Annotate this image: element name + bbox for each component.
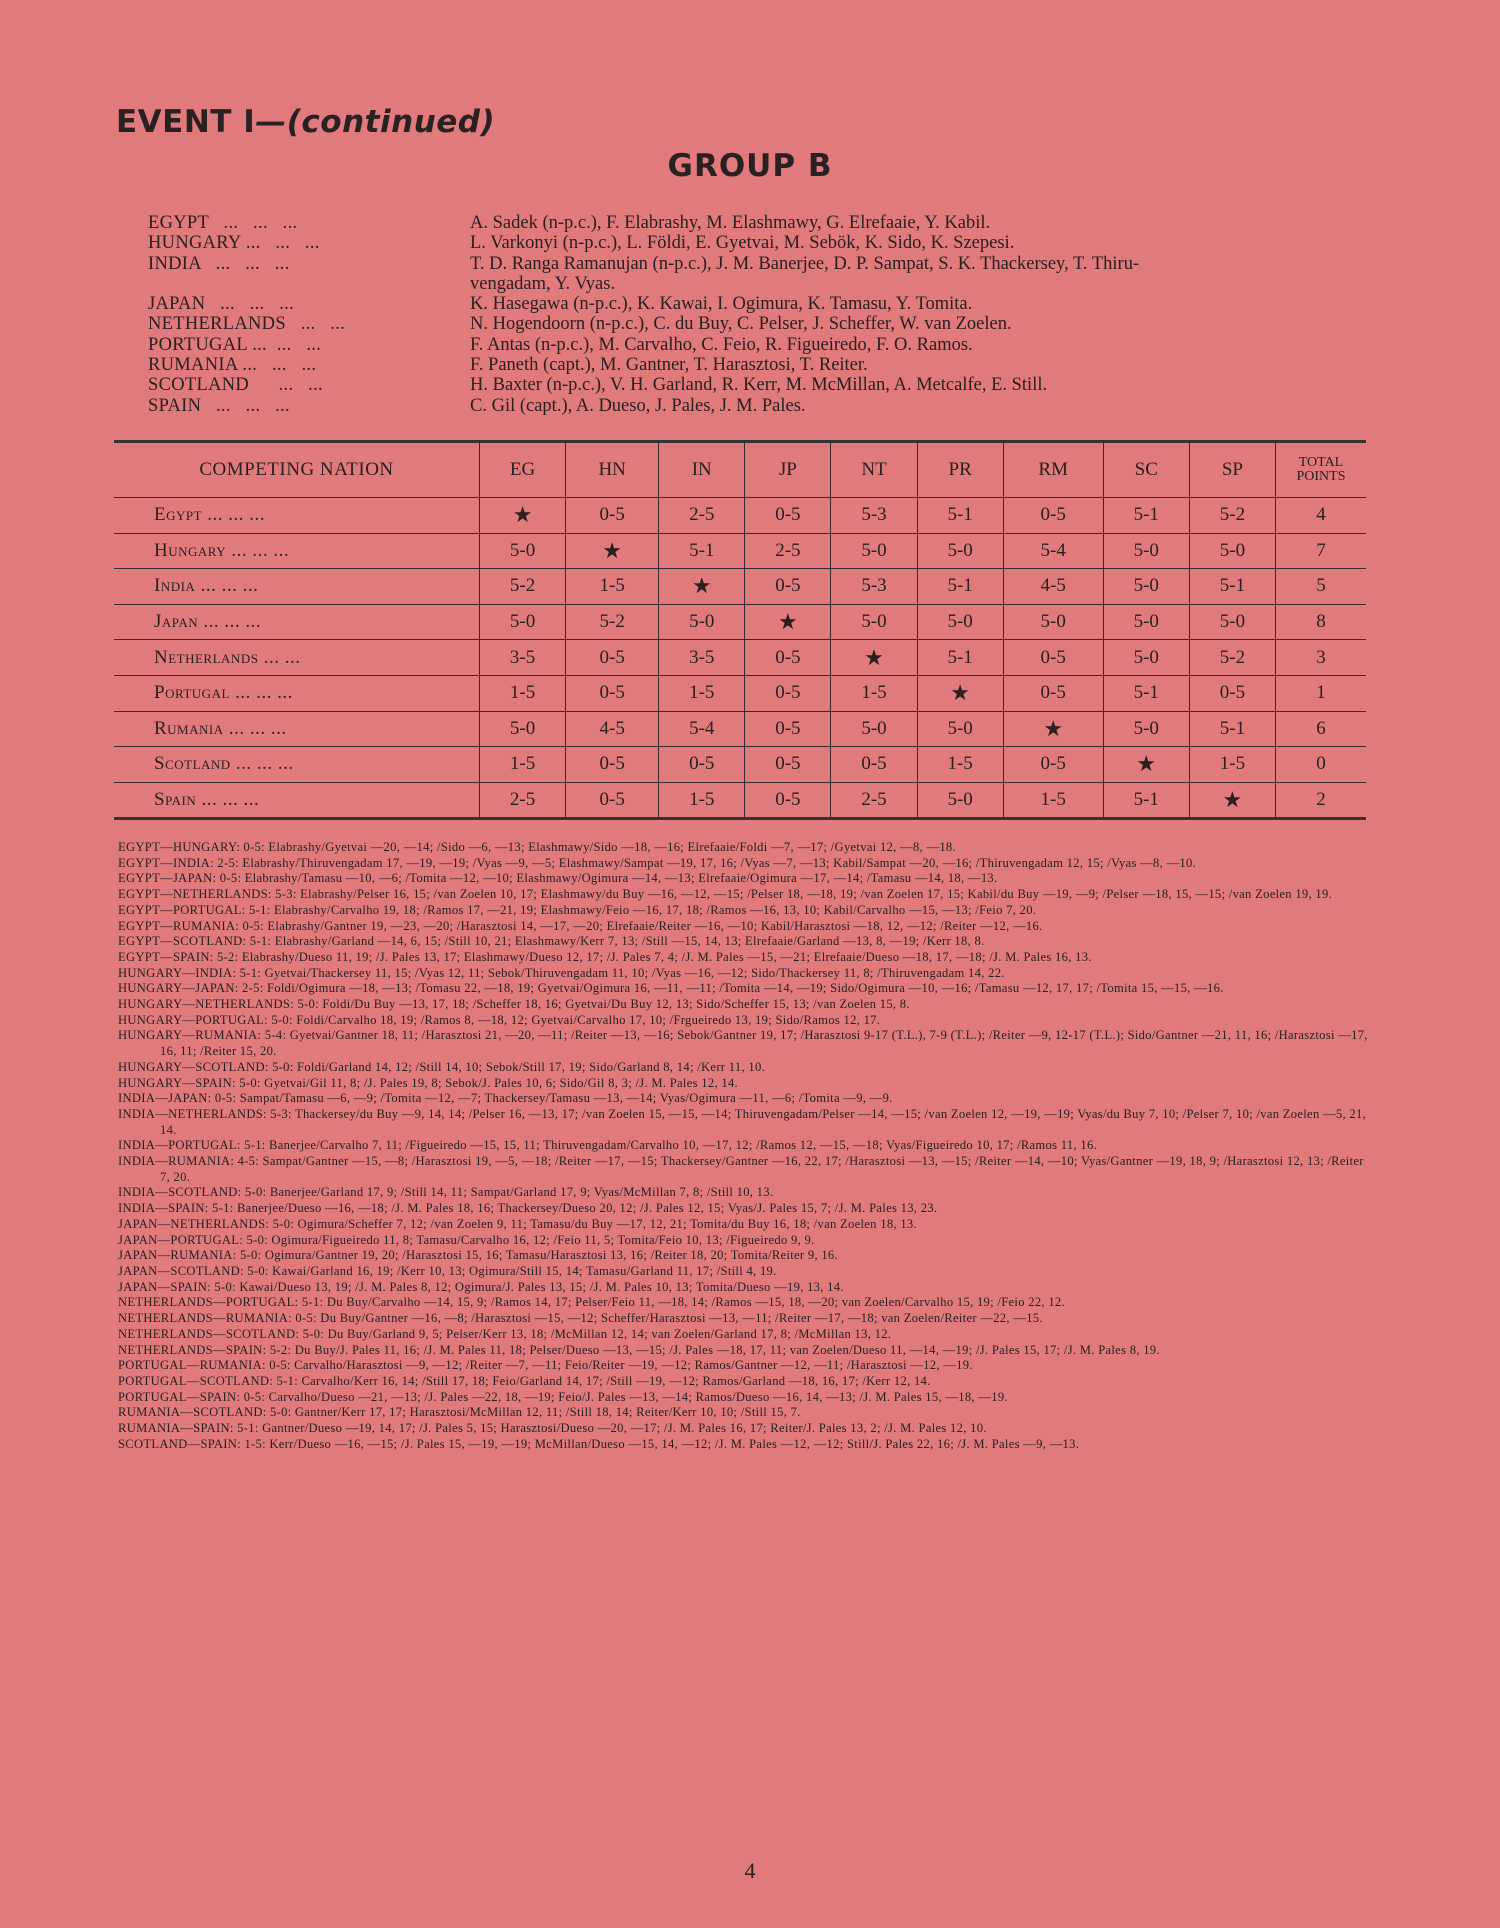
team-name: SCOTLAND ... ... <box>148 375 323 396</box>
score-cell: 5-0 <box>917 711 1003 747</box>
score-cell: 3-5 <box>480 640 566 676</box>
score-cell: 5-0 <box>1003 604 1103 640</box>
results-table <box>114 440 1366 820</box>
score-cell: 0-5 <box>745 782 831 819</box>
total-points-cell: 5 <box>1276 569 1367 605</box>
match-result: JAPAN—PORTUGAL: 5-0: Ogimura/Figueiredo 11, 8; Tamasu/Carvalho 16, 12; /Feio 11, 5; Tomita/Feio 10, 13; /Figueiredo 9, 9. <box>118 1232 815 1247</box>
score-cell: 0-5 <box>745 498 831 534</box>
team-list <box>148 213 1368 416</box>
match-result: PORTUGAL—SCOTLAND: 5-1: Carvalho/Kerr 16, 14; /Still 17, 18; Feio/Garland 14, 17; /Still —19, —12; Ramos/Garland —18, 16, 17; /Kerr 12, 14. <box>118 1373 931 1388</box>
team-players: L. Varkonyi (n-p.c.), L. Földi, E. Gyetvai, M. Sebök, K. Sido, K. Szepesi. <box>470 233 1015 254</box>
score-cell: 5-0 <box>1189 533 1275 569</box>
score-cell: 5-0 <box>480 533 566 569</box>
team-players: N. Hogendoorn (n-p.c.), C. du Buy, C. Pelser, J. Scheffer, W. van Zoelen. <box>470 314 1012 335</box>
score-cell: 2-5 <box>480 782 566 819</box>
team-players: H. Baxter (n-p.c.), V. H. Garland, R. Kerr, M. McMillan, A. Metcalfe, E. Still. <box>470 375 1048 396</box>
team-row <box>148 375 1368 395</box>
score-cell: 5-0 <box>1103 604 1189 640</box>
nation-name: India ... ... ... <box>114 569 480 605</box>
score-cell: 2-5 <box>659 498 745 534</box>
score-cell: 1-5 <box>659 782 745 819</box>
match-result: HUNGARY—SPAIN: 5-0: Gyetvai/Gil 11, 8; /J. Pales 19, 8; Sebok/J. Pales 10, 6; Sido/Gil 8, 3; /J. M. Pales 12, 14. <box>118 1075 738 1090</box>
self-match-star: ★ <box>1003 711 1103 747</box>
score-cell: 3-5 <box>659 640 745 676</box>
match-result: SCOTLAND—SPAIN: 1-5: Kerr/Dueso —16, —15; /J. Pales 15, —19, —19; McMillan/Dueso —15, 14, —12; /J. M. Pales —12, —12; Still/J. Pales 22, 16; /J. M. Pales —9, —13. <box>118 1436 1080 1451</box>
score-cell: 5-2 <box>566 604 659 640</box>
score-cell: 0-5 <box>1189 675 1275 711</box>
match-result: EGYPT—SPAIN: 5-2: Elabrashy/Dueso 11, 19; /J. Pales 13, 17; Elashmawy/Dueso 12, 17; /J. Pales 7, 4; /J. M. Pales —15, —21; Elrefaaie/Dueso —18, 17, —18; /J. M. Pales 16, 13. <box>118 949 1092 964</box>
match-result: NETHERLANDS—SCOTLAND: 5-0: Du Buy/Garland 9, 5; Pelser/Kerr 13, 18; /McMillan 12, 14; van Zoelen/Garland 17, 8; /McMillan 13, 12. <box>118 1326 892 1341</box>
group-title: GROUP B <box>667 148 833 184</box>
total-points-cell: 3 <box>1276 640 1367 676</box>
score-cell: 0-5 <box>831 747 917 783</box>
team-name: EGYPT ... ... ... <box>148 213 298 233</box>
table-row <box>114 711 1366 747</box>
match-result: HUNGARY—RUMANIA: 5-4: Gyetvai/Gantner 18, 11; /Harasztosi 21, —20, —11; /Reiter —13, —16; Sebok/Gantner 19, 17; /Harasztosi 9-17 (T.L.), 7-9 (T.L.); /Reiter —9, 12-17 (T.L.); Sido/Gantner —21, 11, 16; /Harasztosi —17, 16, 11; /Reiter 15, 20. <box>118 1028 1368 1059</box>
score-cell: 5-1 <box>1189 711 1275 747</box>
match-result: EGYPT—INDIA: 2-5: Elabrashy/Thiruvengadam 17, —19, —19; /Vyas —9, —5; Elashmawy/Sampat —19, 17, 16; /Vyas —7, —13; Kabil/Sampat —20, —16; /Thiruvengadam 12, 15; /Vyas —8, —10. <box>118 855 1197 870</box>
score-cell: 0-5 <box>566 747 659 783</box>
match-result: JAPAN—RUMANIA: 5-0: Ogimura/Gantner 19, 20; /Harasztosi 15, 16; Tamasu/Harasztosi 13, 16; /Reiter 18, 20; Tomita/Reiter 9, 16. <box>118 1248 838 1263</box>
match-result: PORTUGAL—SPAIN: 0-5: Carvalho/Dueso —21, —13; /J. Pales —22, 18, —19; Feio/J. Pales —13, —14; Ramos/Dueso —16, 14, —13; /J. M. Pales 15, —18, —19. <box>118 1389 1008 1404</box>
score-cell: 5-0 <box>480 604 566 640</box>
score-cell: 5-0 <box>1103 533 1189 569</box>
table-row <box>114 569 1366 605</box>
match-result: HUNGARY—NETHERLANDS: 5-0: Foldi/Du Buy —13, 17, 18; /Scheffer 18, 16; Gyetvai/Du Buy 12, 13; Sido/Scheffer 15, 13; /van Zoelen 15, 8. <box>118 997 910 1012</box>
match-result: NETHERLANDS—RUMANIA: 0-5: Du Buy/Gantner —16, —8; /Harasztosi —15, —12; Scheffer/Harasztosi —13, —11; /Reiter —17, —18; van Zoelen/Reiter —22, —15. <box>118 1311 1043 1326</box>
match-result: INDIA—JAPAN: 0-5: Sampat/Tamasu —6, —9; /Tomita —12, —7; Thackersey/Tamasu —13, —14; Vyas/Ogimura —11, —6; /Tomita —9, —9. <box>118 1091 893 1106</box>
self-match-star: ★ <box>480 498 566 534</box>
team-name: PORTUGAL ... ... ... <box>148 334 322 355</box>
score-cell: 1-5 <box>480 747 566 783</box>
team-row <box>148 294 1368 314</box>
match-result: INDIA—SPAIN: 5-1: Banerjee/Dueso —16, —18; /J. M. Pales 18, 16; Thackersey/Dueso 20, 12; /J. Pales 12, 15; Vyas/J. Pales 15, 7; /J. M. Pales 13, 23. <box>118 1201 938 1216</box>
team-players: T. D. Ranga Ramanujan (n-p.c.), J. M. Banerjee, D. P. Sampat, S. K. Thackersey, T. Thiru- <box>470 253 1140 274</box>
score-cell: 1-5 <box>566 569 659 605</box>
team-players: F. Paneth (capt.), M. Gantner, T. Harasztosi, T. Reiter. <box>470 355 868 376</box>
nation-name: Netherlands ... ... <box>114 640 480 676</box>
total-points-cell: 6 <box>1276 711 1367 747</box>
score-cell: 1-5 <box>1003 782 1103 819</box>
column-header: HN <box>566 442 659 498</box>
event-title-main: EVENT I <box>116 104 256 140</box>
score-cell: 1-5 <box>831 675 917 711</box>
page-number: 4 <box>744 1858 756 1883</box>
total-points-cell: 2 <box>1276 782 1367 819</box>
total-points-cell: 0 <box>1276 747 1367 783</box>
score-cell: 0-5 <box>566 782 659 819</box>
column-header: PR <box>917 442 1003 498</box>
team-name: JAPAN ... ... ... <box>148 294 295 315</box>
match-result: HUNGARY—SCOTLAND: 5-0: Foldi/Garland 14, 12; /Still 14, 10; Sebok/Still 17, 19; Sido/Garland 8, 14; /Kerr 11, 10. <box>118 1059 766 1074</box>
score-cell: 5-0 <box>831 533 917 569</box>
score-cell: 0-5 <box>1003 640 1103 676</box>
column-header: EG <box>480 442 566 498</box>
self-match-star: ★ <box>1189 782 1275 819</box>
nation-name: Portugal ... ... ... <box>114 675 480 711</box>
table-row <box>114 604 1366 640</box>
score-cell: 4-5 <box>566 711 659 747</box>
match-result: EGYPT—SCOTLAND: 5-1: Elabrashy/Garland —14, 6, 15; /Still 10, 21; Elashmawy/Kerr 7, 13; /Still —15, 14, 13; Elrefaaie/Garland —13, 8, —19; /Kerr 18, 8. <box>118 934 985 949</box>
match-result: JAPAN—SPAIN: 5-0: Kawai/Dueso 13, 19; /J. M. Pales 8, 12; Ogimura/J. Pales 13, 15; /J. M. Pales 10, 13; Tomita/Dueso —19, 13, 14. <box>118 1279 844 1294</box>
team-row <box>148 355 1368 375</box>
score-cell: 0-5 <box>659 747 745 783</box>
score-cell: 0-5 <box>745 747 831 783</box>
table-row <box>114 533 1366 569</box>
score-cell: 5-2 <box>480 569 566 605</box>
match-result: HUNGARY—JAPAN: 2-5: Foldi/Ogimura —18, —13; /Tomasu 22, —18, 19; Gyetvai/Ogimura 16, —11, —11; /Tomita —14, —19; Sido/Ogimura —10, —16; /Tamasu —12, 17, 17; /Tomita 15, —15, —16. <box>118 981 1224 996</box>
team-row <box>148 274 1368 294</box>
team-row <box>148 314 1368 334</box>
score-cell: 2-5 <box>745 533 831 569</box>
score-cell: 0-5 <box>566 498 659 534</box>
self-match-star: ★ <box>745 604 831 640</box>
match-result: EGYPT—HUNGARY: 0-5: Elabrashy/Gyetvai —20, —14; /Sido —6, —13; Elashmawy/Sido —18, —16; Elrefaaie/Foldi —7, —17; /Gyetvai 12, —8, —18. <box>118 840 956 854</box>
team-players: C. Gil (capt.), A. Dueso, J. Pales, J. M. Pales. <box>470 395 806 416</box>
match-result: INDIA—PORTUGAL: 5-1: Banerjee/Carvalho 7, 11; /Figueiredo —15, 15, 11; Thiruvengadam/Carvalho 10, —17, 12; /Ramos 12, —15, —18; Vyas/Figueiredo 10, 17; /Ramos 11, 16. <box>118 1138 1098 1153</box>
score-cell: 1-5 <box>659 675 745 711</box>
score-cell: 5-0 <box>831 711 917 747</box>
team-name: NETHERLANDS ... ... <box>148 314 346 335</box>
nation-name: Hungary ... ... ... <box>114 533 480 569</box>
self-match-star: ★ <box>566 533 659 569</box>
score-cell: 0-5 <box>745 711 831 747</box>
score-cell: 5-1 <box>1189 569 1275 605</box>
score-cell: 5-1 <box>1103 498 1189 534</box>
score-cell: 2-5 <box>831 782 917 819</box>
score-cell: 5-3 <box>831 569 917 605</box>
total-header-line1: TOTAL <box>1298 455 1344 470</box>
self-match-star: ★ <box>831 640 917 676</box>
score-cell: 5-2 <box>1189 640 1275 676</box>
team-name: SPAIN ... ... ... <box>148 395 290 416</box>
table-row <box>114 498 1366 534</box>
column-header: RM <box>1003 442 1103 498</box>
table-body <box>114 498 1366 819</box>
score-cell: 5-4 <box>1003 533 1103 569</box>
total-points-cell: 4 <box>1276 498 1367 534</box>
nation-name: Spain ... ... ... <box>114 782 480 819</box>
score-cell: 5-0 <box>1103 711 1189 747</box>
score-cell: 5-0 <box>659 604 745 640</box>
match-results <box>118 840 1372 1452</box>
match-result: EGYPT—JAPAN: 0-5: Elabrashy/Tamasu —10, —6; /Tomita —12, —10; Elashmawy/Ogimura —14, —13; Elrefaaie/Ogimura —17, —14; /Tamasu —14, 18, —13. <box>118 871 998 886</box>
score-cell: 0-5 <box>1003 498 1103 534</box>
score-cell: 5-1 <box>917 640 1003 676</box>
score-cell: 0-5 <box>745 640 831 676</box>
score-cell: 4-5 <box>1003 569 1103 605</box>
match-result: PORTUGAL—RUMANIA: 0-5: Carvalho/Harasztosi —9, —12; /Reiter —7, —11; Feio/Reiter —19, —12; Ramos/Gantner —12, —11; /Harasztosi —12, —19. <box>118 1358 973 1373</box>
team-row <box>148 254 1368 274</box>
team-players: A. Sadek (n-p.c.), F. Elabrashy, M. Elashmawy, G. Elrefaaie, Y. Kabil. <box>470 213 991 233</box>
table-row <box>114 747 1366 783</box>
table-row <box>114 675 1366 711</box>
team-players: vengadam, Y. Vyas. <box>470 273 616 294</box>
match-result: NETHERLANDS—PORTUGAL: 5-1: Du Buy/Carvalho —14, 15, 9; /Ramos 14, 17; Pelser/Feio 11, —18, 14; /Ramos —15, 18, —20; van Zoelen/Carvalho 15, 19; /Feio 22, 12. <box>118 1295 1065 1310</box>
score-cell: 5-2 <box>1189 498 1275 534</box>
score-cell: 5-0 <box>1103 569 1189 605</box>
score-cell: 1-5 <box>1189 747 1275 783</box>
team-name: RUMANIA ... ... ... <box>148 355 317 376</box>
score-cell: 5-1 <box>917 569 1003 605</box>
score-cell: 5-0 <box>917 533 1003 569</box>
match-result: EGYPT—PORTUGAL: 5-1: Elabrashy/Carvalho 19, 18; /Ramos 17, —21, 19; Elashmawy/Feio —16, 17, 18; /Ramos —16, 13, 10; Kabil/Carvalho —15, —13; /Feio 7, 20. <box>118 902 1037 917</box>
column-header: JP <box>745 442 831 498</box>
team-row <box>148 233 1368 253</box>
score-cell: 0-5 <box>566 640 659 676</box>
match-result: INDIA—NETHERLANDS: 5-3: Thackersey/du Buy —9, 14, 14; /Pelser 16, —13, 17; /van Zoelen 15, —15, —14; Thiruvengadam/Pelser —14, —15; /van Zoelen 12, —19, —19; Vyas/du Buy 7, 10; /Pelser 7, 10; /van Zoelen —5, 21, 14. <box>118 1106 1367 1137</box>
score-cell: 5-1 <box>917 498 1003 534</box>
table-row <box>114 640 1366 676</box>
match-result: JAPAN—SCOTLAND: 5-0: Kawai/Garland 16, 19; /Kerr 10, 13; Ogimura/Still 15, 14; Tamasu/Garland 11, 17; /Still 4, 19. <box>118 1263 777 1278</box>
match-result: RUMANIA—SCOTLAND: 5-0: Gantner/Kerr 17, 17; Harasztosi/McMillan 12, 11; /Still 18, 14; Reiter/Kerr 10, 10; /Still 15, 7. <box>118 1405 801 1420</box>
score-cell: 5-1 <box>659 533 745 569</box>
column-header: SC <box>1103 442 1189 498</box>
team-row <box>148 396 1368 416</box>
score-cell: 5-0 <box>1103 640 1189 676</box>
score-cell: 5-0 <box>480 711 566 747</box>
team-name: HUNGARY ... ... ... <box>148 233 320 254</box>
match-result: NETHERLANDS—SPAIN: 5-2: Du Buy/J. Pales 11, 16; /J. M. Pales 11, 18; Pelser/Dueso —13, —15; /J. Pales —18, 17, 11; van Zoelen/Dueso 11, —14, —19; /J. Pales 15, 17; /J. M. Pales 8, 19. <box>118 1342 1160 1357</box>
column-header: IN <box>659 442 745 498</box>
match-result: RUMANIA—SPAIN: 5-1: Gantner/Dueso —19, 14, 17; /J. Pales 5, 15; Harasztosi/Dueso —20, —17; /J. M. Pales 16, 17; Reiter/J. Pales 13, 2; /J. M. Pales 12, 10. <box>118 1421 987 1436</box>
match-result: HUNGARY—INDIA: 5-1: Gyetvai/Thackersey 11, 15; /Vyas 12, 11; Sebok/Thiruvengadam 11, 10; /Vyas —16, —12; Sido/Thackersey 11, 8; /Thiruvengadam 14, 22. <box>118 965 1005 980</box>
table-header-row <box>114 442 1366 498</box>
table-row <box>114 782 1366 819</box>
nation-name: Japan ... ... ... <box>114 604 480 640</box>
score-cell: 0-5 <box>1003 747 1103 783</box>
nation-name: Egypt ... ... ... <box>114 498 480 534</box>
event-title <box>116 104 495 140</box>
score-cell: 5-4 <box>659 711 745 747</box>
score-cell: 5-1 <box>1103 782 1189 819</box>
score-cell: 5-0 <box>831 604 917 640</box>
total-points-cell: 7 <box>1276 533 1367 569</box>
nation-name: Rumania ... ... ... <box>114 711 480 747</box>
total-header-line2: POINTS <box>1296 469 1346 484</box>
column-header: NT <box>831 442 917 498</box>
nation-name: Scotland ... ... ... <box>114 747 480 783</box>
match-result: EGYPT—RUMANIA: 0-5: Elabrashy/Gantner 19, —23, —20; /Harasztosi 14, —17, —20; Elrefaaie/Reiter —16, —10; Kabil/Harasztosi —18, 12, —12; /Reiter —12, —16. <box>118 918 1043 933</box>
score-cell: 1-5 <box>480 675 566 711</box>
score-cell: 0-5 <box>1003 675 1103 711</box>
score-cell: 0-5 <box>745 569 831 605</box>
score-cell: 0-5 <box>745 675 831 711</box>
score-cell: 5-0 <box>917 604 1003 640</box>
nation-header: COMPETING NATION <box>114 442 480 498</box>
score-cell: 0-5 <box>566 675 659 711</box>
match-result: EGYPT—NETHERLANDS: 5-3: Elabrashy/Pelser 16, 15; /van Zoelen 10, 17; Elashmawy/du Buy —16, —12, —15; /Pelser 18, —18, 19; /van Zoelen 17, 15; Kabil/du Buy —19, —9; /Pelser —18, 15, —15; /van Zoelen 19, 19. <box>118 887 1333 902</box>
column-header: SP <box>1189 442 1275 498</box>
match-result: JAPAN—NETHERLANDS: 5-0: Ogimura/Scheffer 7, 12; /van Zoelen 9, 11; Tamasu/du Buy —17, 12, 21; Tomita/du Buy 16, 18; /van Zoelen 18, 13. <box>118 1216 917 1231</box>
score-cell: 5-0 <box>917 782 1003 819</box>
match-result: INDIA—RUMANIA: 4-5: Sampat/Gantner —15, —8; /Harasztosi 19, —5, —18; /Reiter —17, —15; Thackersey/Gantner —16, 22, 17; /Harasztosi —13, —15; /Reiter —14, —10; Vyas/Gantner —19, 18, 9; /Harasztosi 12, 13; /Reiter 7, 20. <box>118 1154 1364 1184</box>
team-row <box>148 335 1368 355</box>
score-cell: 5-3 <box>831 498 917 534</box>
self-match-star: ★ <box>917 675 1003 711</box>
score-cell: 5-1 <box>1103 675 1189 711</box>
total-points-cell: 1 <box>1276 675 1367 711</box>
self-match-star: ★ <box>1103 747 1189 783</box>
event-title-continued: —(continued) <box>255 104 496 140</box>
match-result: HUNGARY—PORTUGAL: 5-0: Foldi/Carvalho 18, 19; /Ramos 8, —18, 12; Gyetvai/Carvalho 17, 10; /Frgueiredo 13, 19; Sido/Ramos 12, 17. <box>118 1012 881 1027</box>
team-name: INDIA ... ... ... <box>148 253 290 274</box>
self-match-star: ★ <box>659 569 745 605</box>
team-name <box>148 274 470 294</box>
total-points-header <box>1276 442 1367 498</box>
score-cell: 5-0 <box>1189 604 1275 640</box>
team-players: F. Antas (n-p.c.), M. Carvalho, C. Feio, R. Figueiredo, F. O. Ramos. <box>470 334 973 355</box>
match-result: INDIA—SCOTLAND: 5-0: Banerjee/Garland 17, 9; /Still 14, 11; Sampat/Garland 17, 9; Vyas/McMillan 7, 8; /Still 10, 13. <box>118 1185 774 1200</box>
team-players: K. Hasegawa (n-p.c.), K. Kawai, I. Ogimura, K. Tamasu, Y. Tomita. <box>470 294 973 315</box>
team-row <box>148 213 1368 233</box>
total-points-cell: 8 <box>1276 604 1367 640</box>
score-cell: 1-5 <box>917 747 1003 783</box>
